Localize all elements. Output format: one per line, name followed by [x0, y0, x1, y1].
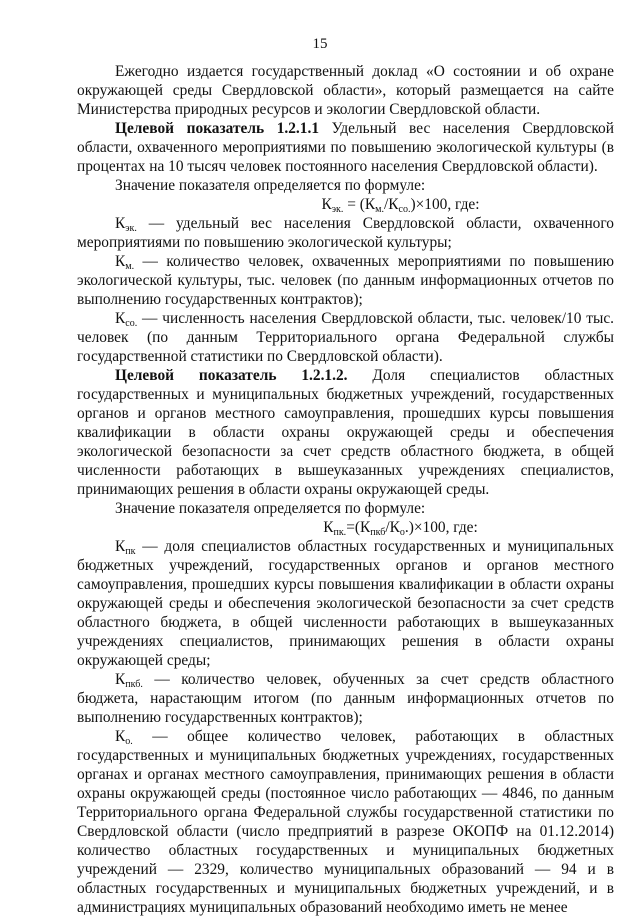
formula-intro: Значение показателя определяется по формуле:: [115, 500, 426, 517]
indicator-1-2-1-2: [77, 366, 614, 499]
page-number: 15: [312, 36, 328, 52]
definition-kso: $К_{со.}$ — численность населения Свердловской области, тыс. человек/10 тыс. человек (по данным Территориального органа Федеральной службы государственной статистики по Свердловской области).: [77, 310, 614, 365]
definition-ko: $К_{о.}$ — общее количество человек, работающих в областных государственных и муниципальных бюджетных учреждениях, государственных органах и органах местного самоуправления, принимающих решения в области охраны окружающей среды (постоянное число работающих — 4846, по данным Территориального органа Федеральной службы государственной статистики по Свердловской области (число предприятий в разрезе ОКОПФ на 01.12.2014) количество областных государственных и муниципальных бюджетных учреждений — 2329, количество муниципальных образований — 94 и в областных государственных и муниципальных бюджетных учреждений, и в администрациях муниципальных образований необходимо иметь не менее: [77, 728, 614, 916]
definition-kpkb: $К_{пкб.}$ — количество человек, обученных за счет средств областного бюджета, нарастающим итогом (по данным информационных отчетов по выполнению государственных контрактов);: [77, 671, 614, 726]
indicator-1-2-1-1: [77, 119, 614, 176]
definition-kek: $К_{эк.}$ — удельный вес населения Свердловской области, охваченного мероприятиями по повышению экологической культуры;: [77, 215, 614, 251]
formula-kpk: $К_{пк.}=(К_{пкб}/К_о.)\times 100$, где:: [323, 519, 478, 538]
definition-km: $К_{м.}$ — количество человек, охваченных мероприятиями по повышению экологической культуры, тыс. человек (по данным информационных отчетов по выполнению государственных контрактов);: [77, 253, 614, 308]
formula-intro: Значение показателя определяется по формуле:: [115, 177, 426, 194]
indicator-label: Целевой показатель 1.2.1.1: [115, 120, 320, 137]
paragraph-report: Ежегодно издается государственный доклад «О состоянии и об охране окружающей среды Свердловской области», который размещается на сайте Министерства природных ресурсов и экологии Свердловской области.: [77, 63, 614, 118]
formula-kek: $К_{эк.} = (К_{м.}/К_{со.})\times 100$, где:: [321, 196, 480, 215]
indicator-text: Удельный вес населения Свердловской области, охваченного мероприятиями по повышению экологической культуры (в процентах на 10 тысяч человек постоянного населения Свердловской области).: [77, 120, 614, 175]
indicator-text: Доля специалистов областных государственных и муниципальных бюджетных учреждений, государственных органов и органов местного самоуправления, прошедших курсы повышения квалификации в области охраны окружающей среды и обеспечения экологической безопасности за счет средств областного бюджета, в общей численности работающих в вышеуказанных учреждениях специалистов, принимающих решения в области охраны окружающей среды.: [77, 367, 614, 498]
definition-kpk: $К_{пк}$ — доля специалистов областных государственных и муниципальных бюджетных учреждений, государственных органов и органов местного самоуправления, прошедших курсы повышения квалификации в области охраны окружающей среды и обеспечения экологической безопасности за счет средств областного бюджета, в общей численности работающих в вышеуказанных учреждениях специалистов, принимающих решения в области охраны окружающей среды;: [77, 538, 614, 669]
document-body: [77, 62, 614, 917]
indicator-label: Целевой показатель 1.2.1.2.: [115, 367, 348, 384]
